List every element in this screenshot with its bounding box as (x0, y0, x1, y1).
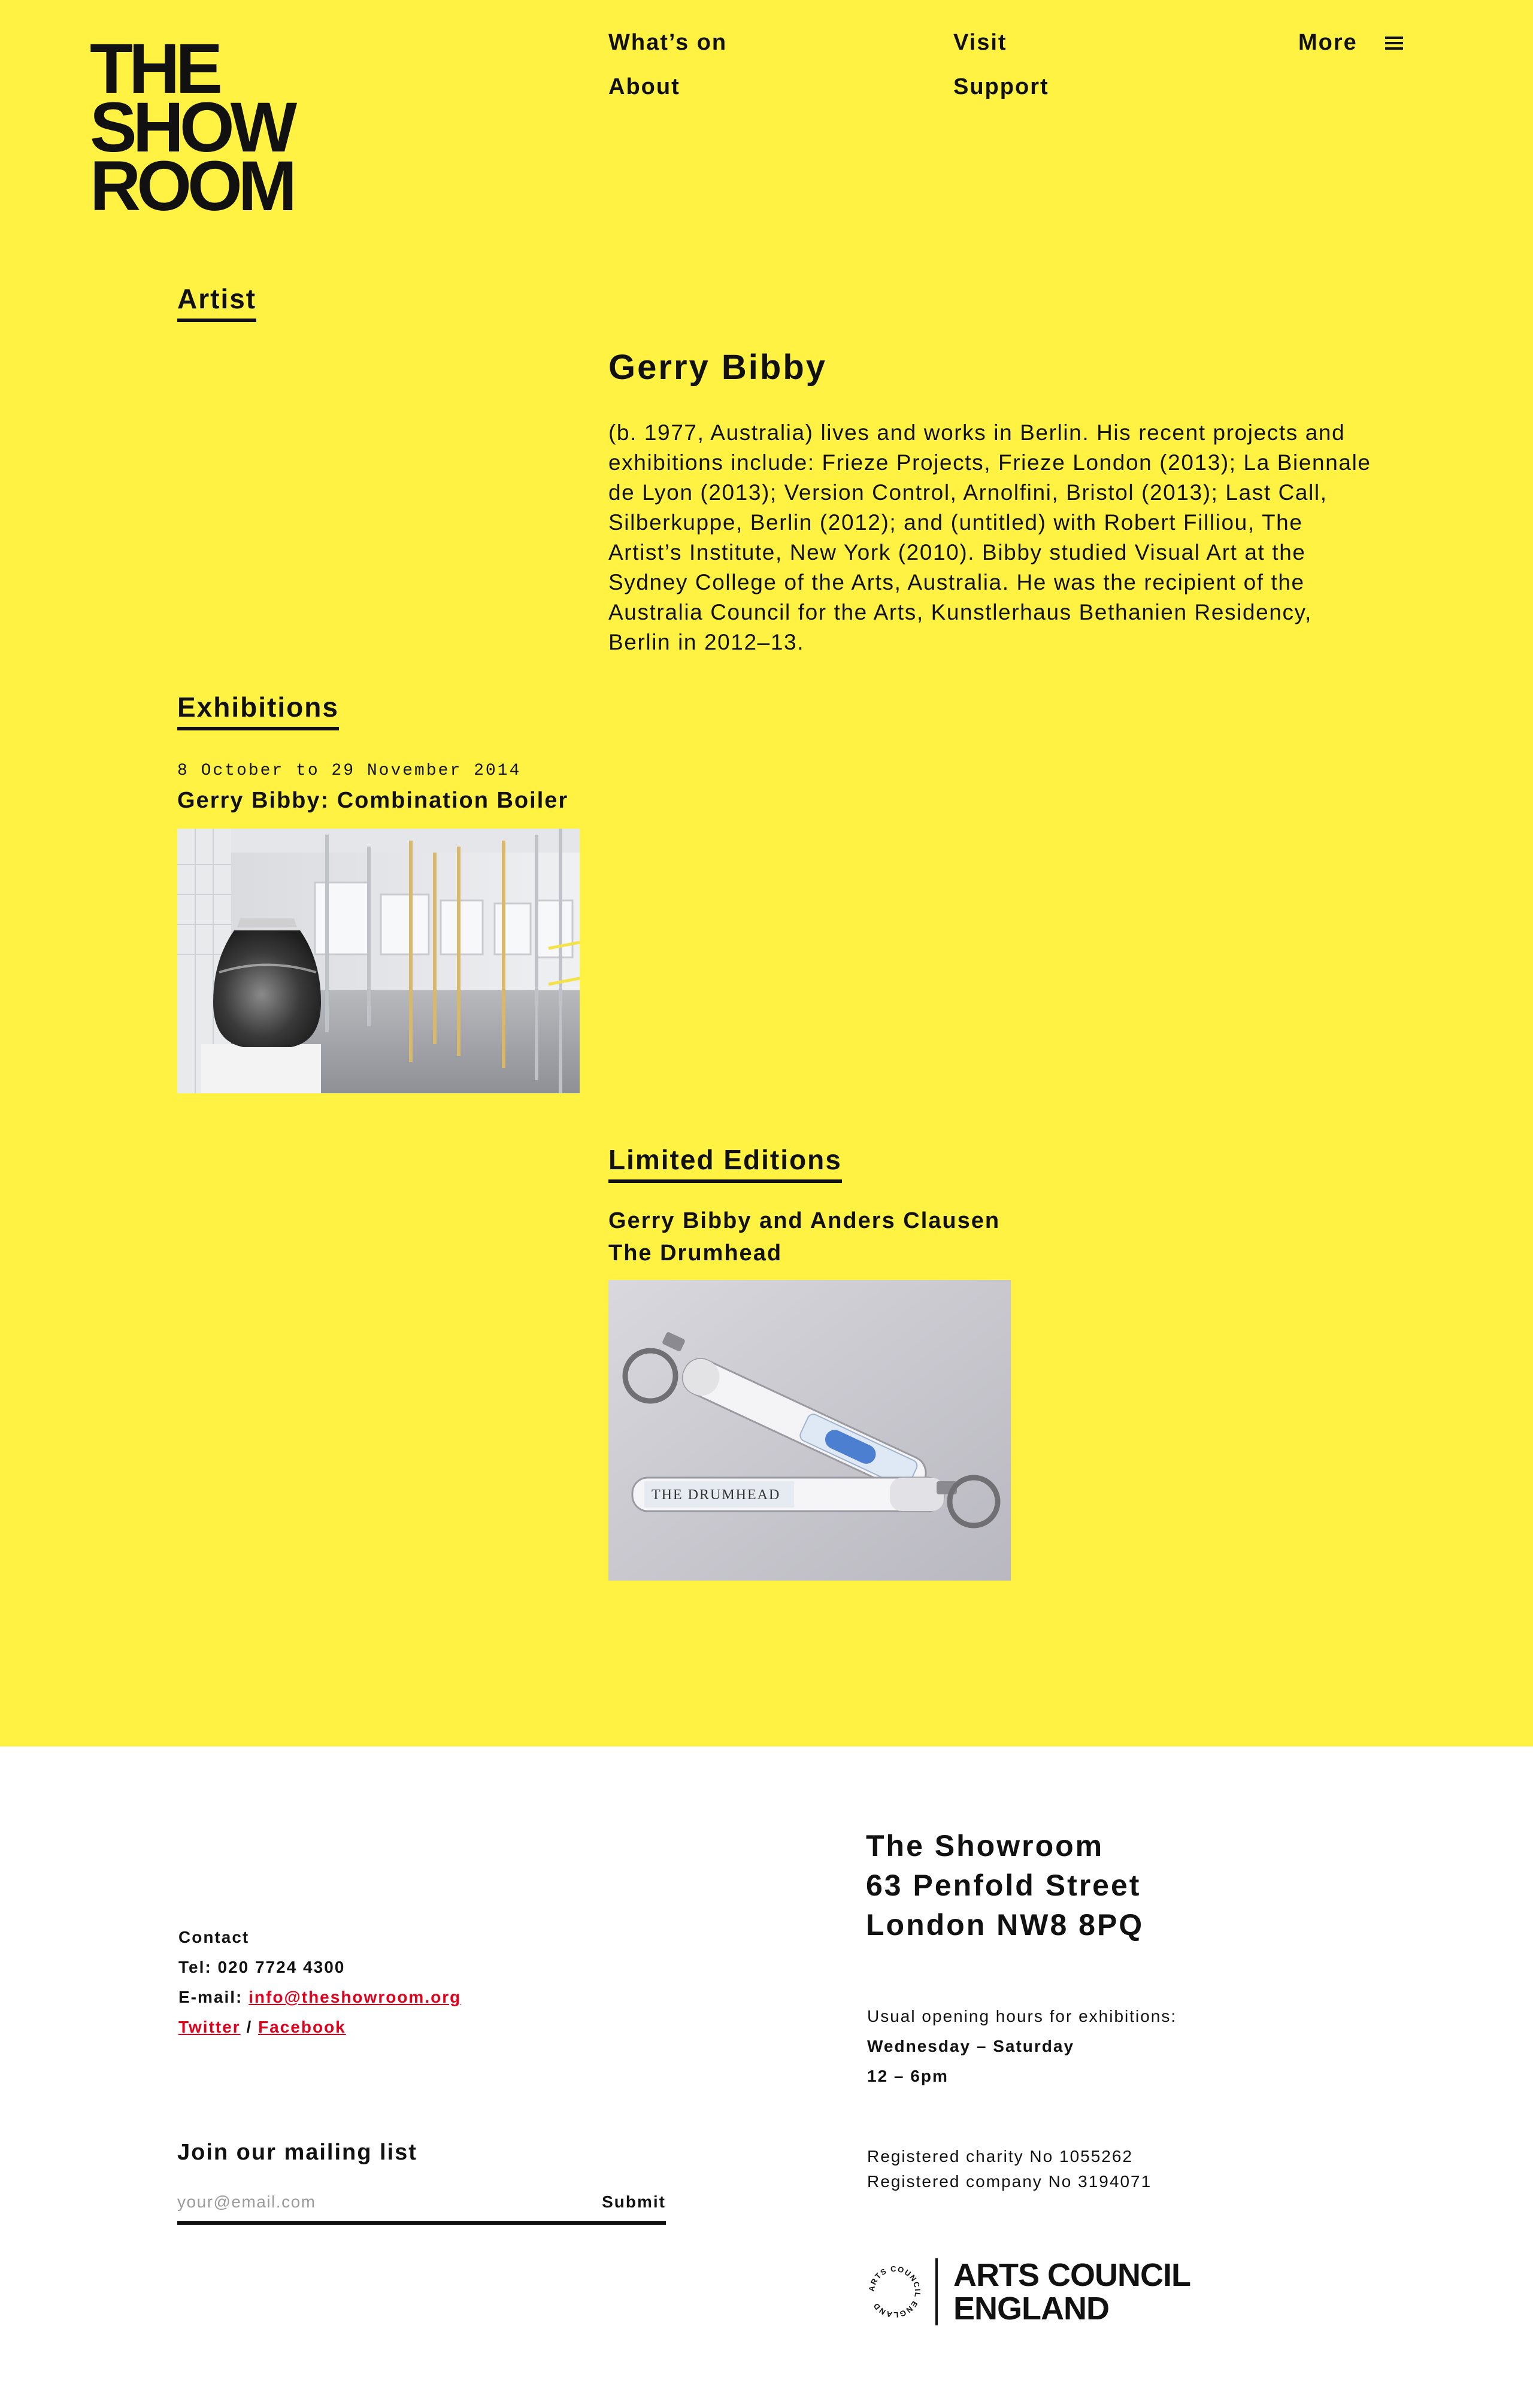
mailing-list-form (177, 2184, 666, 2225)
drumhead-label-text: THE DRUMHEAD (652, 1487, 781, 1503)
showroom-logo[interactable] (90, 29, 305, 226)
exhibitions-heading: Exhibitions (177, 691, 339, 730)
social-links-row (178, 2018, 346, 2037)
edition-image[interactable] (608, 1280, 1011, 1581)
charity-number: Registered charity No 1055262 (867, 2147, 1134, 2166)
opening-hours-days: Wednesday – Saturday (867, 2037, 1075, 2055)
address-line-3: London NW8 8PQ (866, 1908, 1144, 1942)
contact-label: Contact (178, 1928, 250, 1946)
email-label: E-mail: (178, 1988, 243, 2006)
opening-hours-intro: Usual opening hours for exhibitions: (867, 2007, 1177, 2025)
drumhead-keyring-photo (608, 1280, 1011, 1581)
opening-hours-time: 12 – 6pm (867, 2067, 949, 2085)
arts-council-logo[interactable] (865, 2258, 1190, 2325)
nav-about[interactable]: About (608, 74, 680, 99)
email-input[interactable] (177, 2188, 561, 2216)
artist-name: Gerry Bibby (608, 348, 827, 387)
address-line-1: The Showroom (866, 1829, 1104, 1863)
facebook-link[interactable]: Facebook (258, 2018, 346, 2036)
email-link[interactable]: info@theshowroom.org (249, 1988, 462, 2006)
contact-phone: Tel: 020 7724 4300 (178, 1958, 346, 1976)
logo-line-1: THE (90, 29, 219, 108)
exhibition-title-link[interactable]: Gerry Bibby: Combination Boiler (177, 788, 569, 813)
contact-email-row (178, 1988, 461, 2007)
limited-editions-heading: Limited Editions (608, 1144, 842, 1183)
nav-visit[interactable]: Visit (953, 30, 1007, 55)
edition-title-link[interactable]: The Drumhead (608, 1241, 783, 1266)
exhibition-image[interactable] (177, 829, 580, 1093)
more-menu-button[interactable] (1298, 30, 1403, 56)
logo-line-2: SHOW (90, 88, 293, 167)
arts-council-ring-icon (865, 2262, 925, 2322)
twitter-link[interactable]: Twitter (178, 2018, 241, 2036)
hamburger-icon (1385, 37, 1403, 50)
nav-whats-on[interactable]: What’s on (608, 30, 728, 55)
more-label: More (1298, 30, 1358, 55)
artist-bio: (b. 1977, Australia) lives and works in Berlin. His recent projects and exhibitions include: Frieze Projects, Frieze London (2013); La Biennale de Lyon (2013); Version Control, Arnolfini, Bristol (2013); Last Call, Silberkuppe, Berlin (2012); and (untitled) with Robert Filliou, The Artist’s Institute, New York (2010). Bibby studied Visual Art at the Sydney College of the Arts, Australia. He was the recipient of the Australia Council for the Arts, Kunstlerhaus Bethanien Residency, Berlin in 2012–13. (608, 420, 1371, 654)
social-separator: / (246, 2018, 253, 2036)
mailing-list-title: Join our mailing list (177, 2140, 417, 2165)
company-number: Registered company No 3194071 (867, 2172, 1152, 2191)
address-block (866, 1826, 1144, 1945)
artist-heading: Artist (177, 283, 256, 322)
logo-line-3: ROOM (90, 147, 293, 226)
ring-text: ARTS COUNCIL ENGLAND (867, 2264, 923, 2320)
svg-text:ARTS COUNCIL ENGLAND (867, 2264, 922, 2319)
nav-support[interactable]: Support (953, 74, 1049, 99)
gallery-installation-photo (177, 829, 580, 1093)
submit-button[interactable]: Submit (602, 2188, 666, 2216)
address-line-2: 63 Penfold Street (866, 1869, 1141, 1902)
arts-council-wordmark: ARTS COUNCIL ENGLAND (935, 2258, 1190, 2325)
edition-artists: Gerry Bibby and Anders Clausen (608, 1208, 1001, 1233)
exhibition-date: 8 October to 29 November 2014 (177, 762, 522, 780)
